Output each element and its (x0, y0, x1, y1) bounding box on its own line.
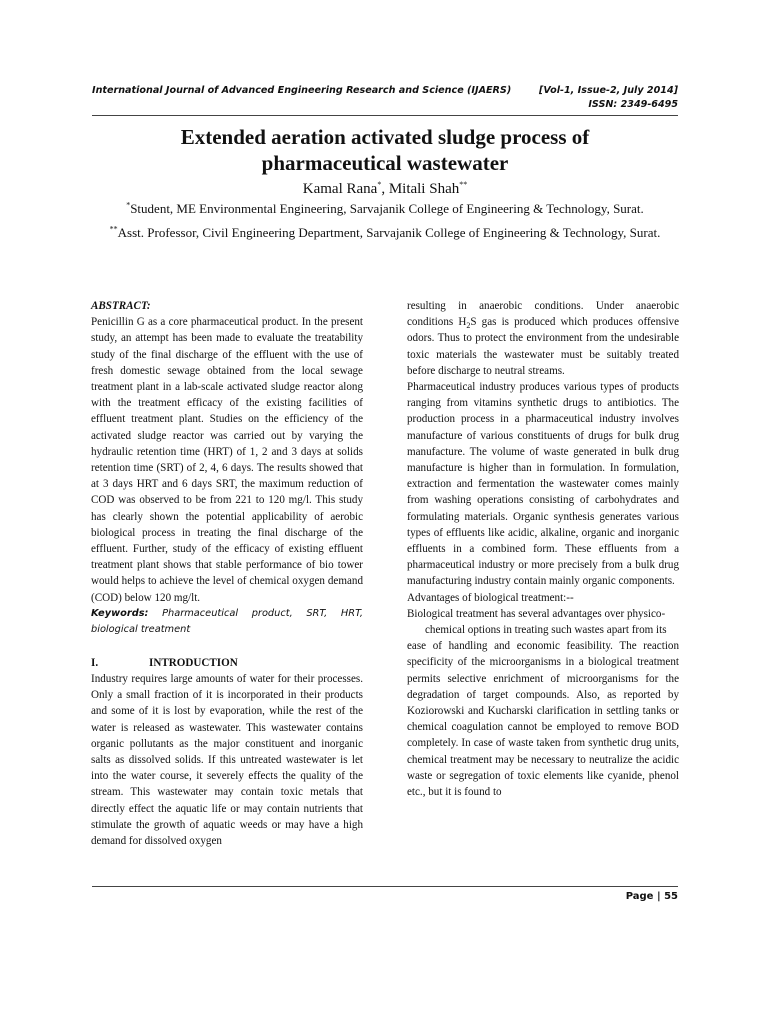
paragraph: Pharmaceutical industry produces various types of products ranging from vitamins synthetic drugs to antibiotics. The production process in a pharmaceutical industry involves manufacture of various constituents of drugs for bulk drug manufacture. The volume of waste generated in bulk drug manufacture is higher than in formulation. In formulation, extraction and fermentation the wastewater comes mainly from washing operations consisting of carbohydrates and formulating materials. Organic synthesis generates various types of effluents like acidic, alkaline, organic and inorganic effluents in a combined form. These effluents from a pharmaceutical industry or more precisely from a bulk drug manufacturing industry contain mainly organic components. (407, 381, 679, 588)
abstract-text: Penicillin G as a core pharmaceutical product. In the present study, an attempt has been made to evaluate the treatability study of the final discharge of the effluent with the use of fresh domestic sewage obtained from the local sewage treatment plant in a lab-scale activated sludge reactor along with the treatment efficacy of the existing facilities of effluent treatment plant. Studies on the efficiency of the activated sludge reactor was carried out by varying the hydraulic retention time (HRT) of 1, 2 and 3 days at solids retention time (SRT) of 2, 4, 6 days. The results showed that at 3 days HRT and 6 days SRT, the maximum reduction of COD was observed to be from 221 to 120 mg/l. This study has clearly shown the potential applicability of aerobic biological process in treating the final discharge of the effluent. Further, study of the efficacy of existing effluent treatment plant shows that stable performance of bio tower would helps to achieve the level of chemical oxygen demand (COD) below 120 mg/lt. (91, 316, 363, 604)
keywords (91, 606, 363, 638)
right-column (407, 298, 679, 800)
paragraph: ease of handling and economic feasibility. The reaction specificity of the microorganisms in a biological treatment permits selective enrichment of microorganisms for the degradation of target compounds. Also, as reported by Koziorowski and Kucharski clarification in settling tanks or chemical coagulation cannot be employed to remove BOD completely. In case of waste taken from synthetic drug units, chemical treatment may be necessary to neutralize the acidic waste or segregation of toxic elements like cyanide, phenol etc., but it is found to (407, 640, 679, 799)
paragraph (407, 298, 679, 379)
affiliation-text: Asst. Professor, Civil Engineering Department, Sarvajanik College of Engineering & Technology, Surat. (117, 225, 661, 240)
subscript: 2 (466, 321, 471, 331)
author-name: Mitali Shah (388, 181, 460, 197)
subheading: Advantages of biological treatment:-- (407, 591, 574, 604)
page-number: Page | 55 (625, 891, 678, 902)
affiliation-2 (92, 224, 678, 242)
header-divider (92, 115, 678, 116)
affiliation-mark: ** (109, 224, 118, 234)
paragraph-text: resulting in anaerobic conditions. Under anaerobic conditions H (407, 300, 679, 329)
author-mark: ** (459, 180, 468, 189)
section-title: INTRODUCTION (149, 656, 238, 669)
affiliation-text: Student, ME Environmental Engineering, Sarvajanik College of Engineering & Technology, Surat. (130, 201, 644, 216)
affiliation-mark: * (126, 200, 131, 210)
left-column (91, 298, 363, 849)
keywords-text: Pharmaceutical product, SRT, HRT, biological treatment (91, 607, 363, 635)
section-number: I. (91, 656, 99, 669)
affiliation-1 (92, 200, 678, 218)
author-separator: , (381, 181, 389, 197)
author-list (92, 178, 678, 200)
author-name: Kamal Rana (302, 181, 378, 197)
section-heading (91, 655, 363, 671)
volume-info: [Vol-1, Issue-2, July 2014] (539, 85, 678, 96)
paper-title (92, 124, 678, 176)
title-line-2: pharmaceutical wastewater (261, 151, 509, 175)
paragraph-text: S gas is produced which produces offensive odors. Thus to protect the environment from the undesirable toxic materials the wastewater must be suitably treated before discharge to neutral streams. (407, 316, 679, 377)
title-line-1: Extended aeration activated sludge process of (180, 125, 590, 149)
issn: ISSN: 2349-6495 (588, 99, 678, 110)
introduction-text: Industry requires large amounts of water for their processes. Only a small fraction of it is incorporated in their products and some of it is lost by evaporation, while the rest of the water is released as wastewater. This wastewater contains organic pollutants as the major constituent and inorganic salts as dissolved solids. If this untreated wastewater is let into the water course, it severely effects the quality of the stream. This wastewater may contain toxic metals that directly effect the aquatic life or may contain nutrients that stimulate the growth of aquatic weeds or may have a high demand for dissolved oxygen (91, 673, 363, 848)
footer-divider (92, 886, 678, 887)
keywords-label: Keywords: (91, 607, 149, 619)
author-mark: * (377, 180, 382, 189)
title-block (92, 124, 678, 242)
abstract-heading: ABSTRACT: (91, 300, 151, 312)
journal-name: International Journal of Advanced Engineering Research and Science (IJAERS) (92, 85, 512, 96)
paragraph: Biological treatment has several advantages over physico-chemical options in treating such wastes apart from its (407, 607, 667, 637)
